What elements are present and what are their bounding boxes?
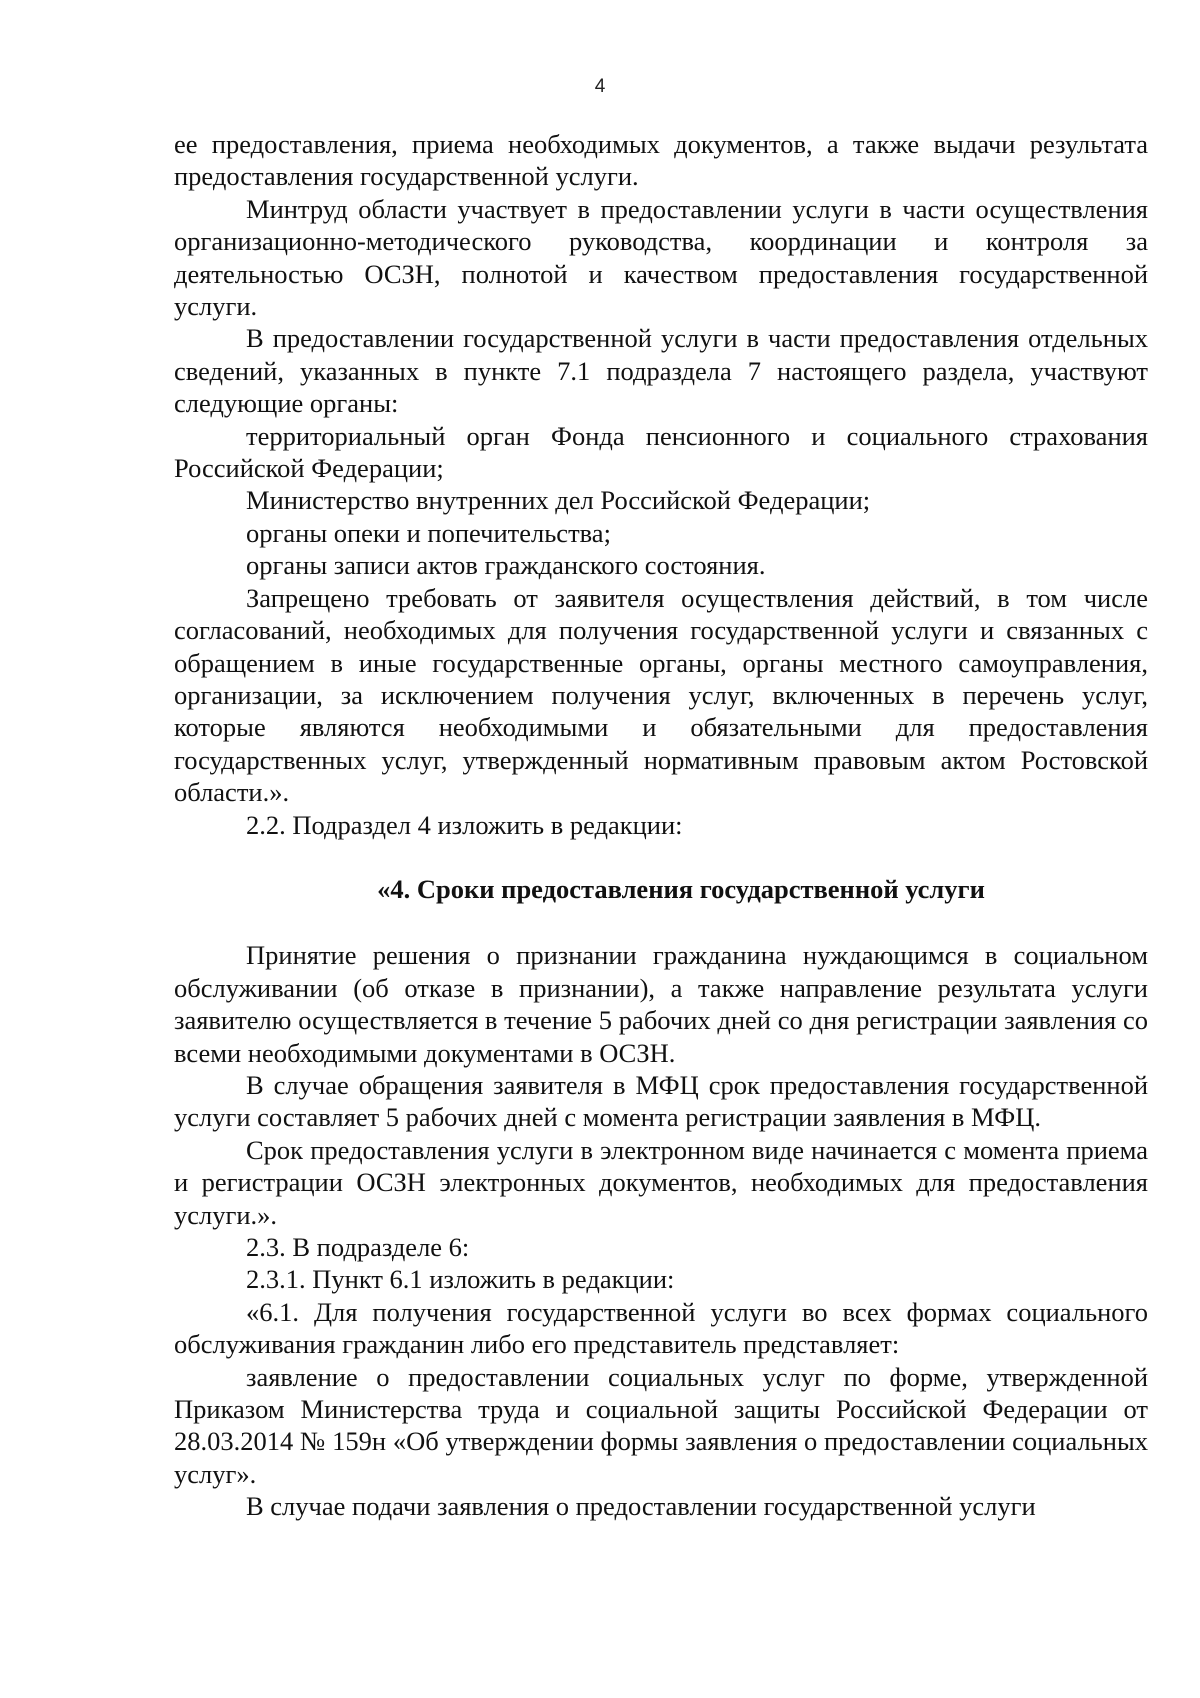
paragraph: Срок предоставления услуги в электронном виде начинается с момента приема и регистрации ОСЗН электронных документов, необходимых для предоставления услуги.». bbox=[174, 1134, 1148, 1230]
paragraph: «6.1. Для получения государственной услуги во всех формах социального обслуживания гражданин либо его представитель представляет: bbox=[174, 1296, 1148, 1360]
paragraph: В предоставлении государственной услуги в части предоставления отдельных сведений, указанных в пункте 7.1 подраздела 7 настоящего раздела, участвуют следующие органы: bbox=[174, 323, 1148, 419]
list-item: Министерство внутренних дел Российской Федерации; bbox=[246, 485, 871, 516]
paragraph: Запрещено требовать от заявителя осуществления действий, в том числе согласований, необходимых для получения государственной услуги и связанных с обращением в иные государственные органы, органы местного самоуправления, организации, за исключением получения услуг, включенных в перечень услуг, которые являются необходимыми и обязательными для предоставления государственных услуг, утвержденный нормативным правовым актом Ростовской области.». bbox=[174, 582, 1148, 808]
paragraph: Принятие решения о признании гражданина нуждающимся в социальном обслуживании (об отказе в признании), а также направление результата услуги заявителю осуществляется в течение 5 рабочих дней со дня регистрации заявления со всеми необходимыми документами в ОСЗН. bbox=[174, 940, 1148, 1068]
list-item: органы записи актов гражданского состояния. bbox=[246, 550, 766, 581]
document-body bbox=[174, 128, 1148, 1523]
paragraph: Минтруд области участвует в предоставлении услуги в части осуществления организационно-методического руководства, координации и контроля за деятельностью ОСЗН, полнотой и качеством предоставления государственной услуги. bbox=[174, 193, 1148, 322]
page-number: 4 bbox=[594, 76, 606, 97]
paragraph: В случае подачи заявления о предоставлении государственной услуги bbox=[246, 1491, 1036, 1522]
list-item: органы опеки и попечительства; bbox=[246, 517, 611, 548]
section-heading: «4. Сроки предоставления государственной услуги bbox=[377, 873, 985, 904]
paragraph: 2.2. Подраздел 4 изложить в редакции: bbox=[246, 809, 683, 840]
paragraph: заявление о предоставлении социальных услуг по форме, утвержденной Приказом Министерства труда и социальной защиты Российской Федерации от 28.03.2014 № 159н «Об утверждении формы заявления о предоставлении социальных услуг». bbox=[174, 1361, 1148, 1489]
paragraph: 2.3. В подразделе 6: bbox=[246, 1232, 470, 1262]
paragraph: ее предоставления, приема необходимых документов, а также выдачи результата предоставления государственной услуги. bbox=[174, 129, 1148, 192]
paragraph: 2.3.1. Пункт 6.1 изложить в редакции: bbox=[246, 1264, 675, 1295]
paragraph: В случае обращения заявителя в МФЦ срок предоставления государственной услуги составляет 5 рабочих дней с момента регистрации заявления в МФЦ. bbox=[174, 1069, 1148, 1133]
list-item: территориальный орган Фонда пенсионного и социального страхования Российской Федерации; bbox=[174, 420, 1148, 484]
